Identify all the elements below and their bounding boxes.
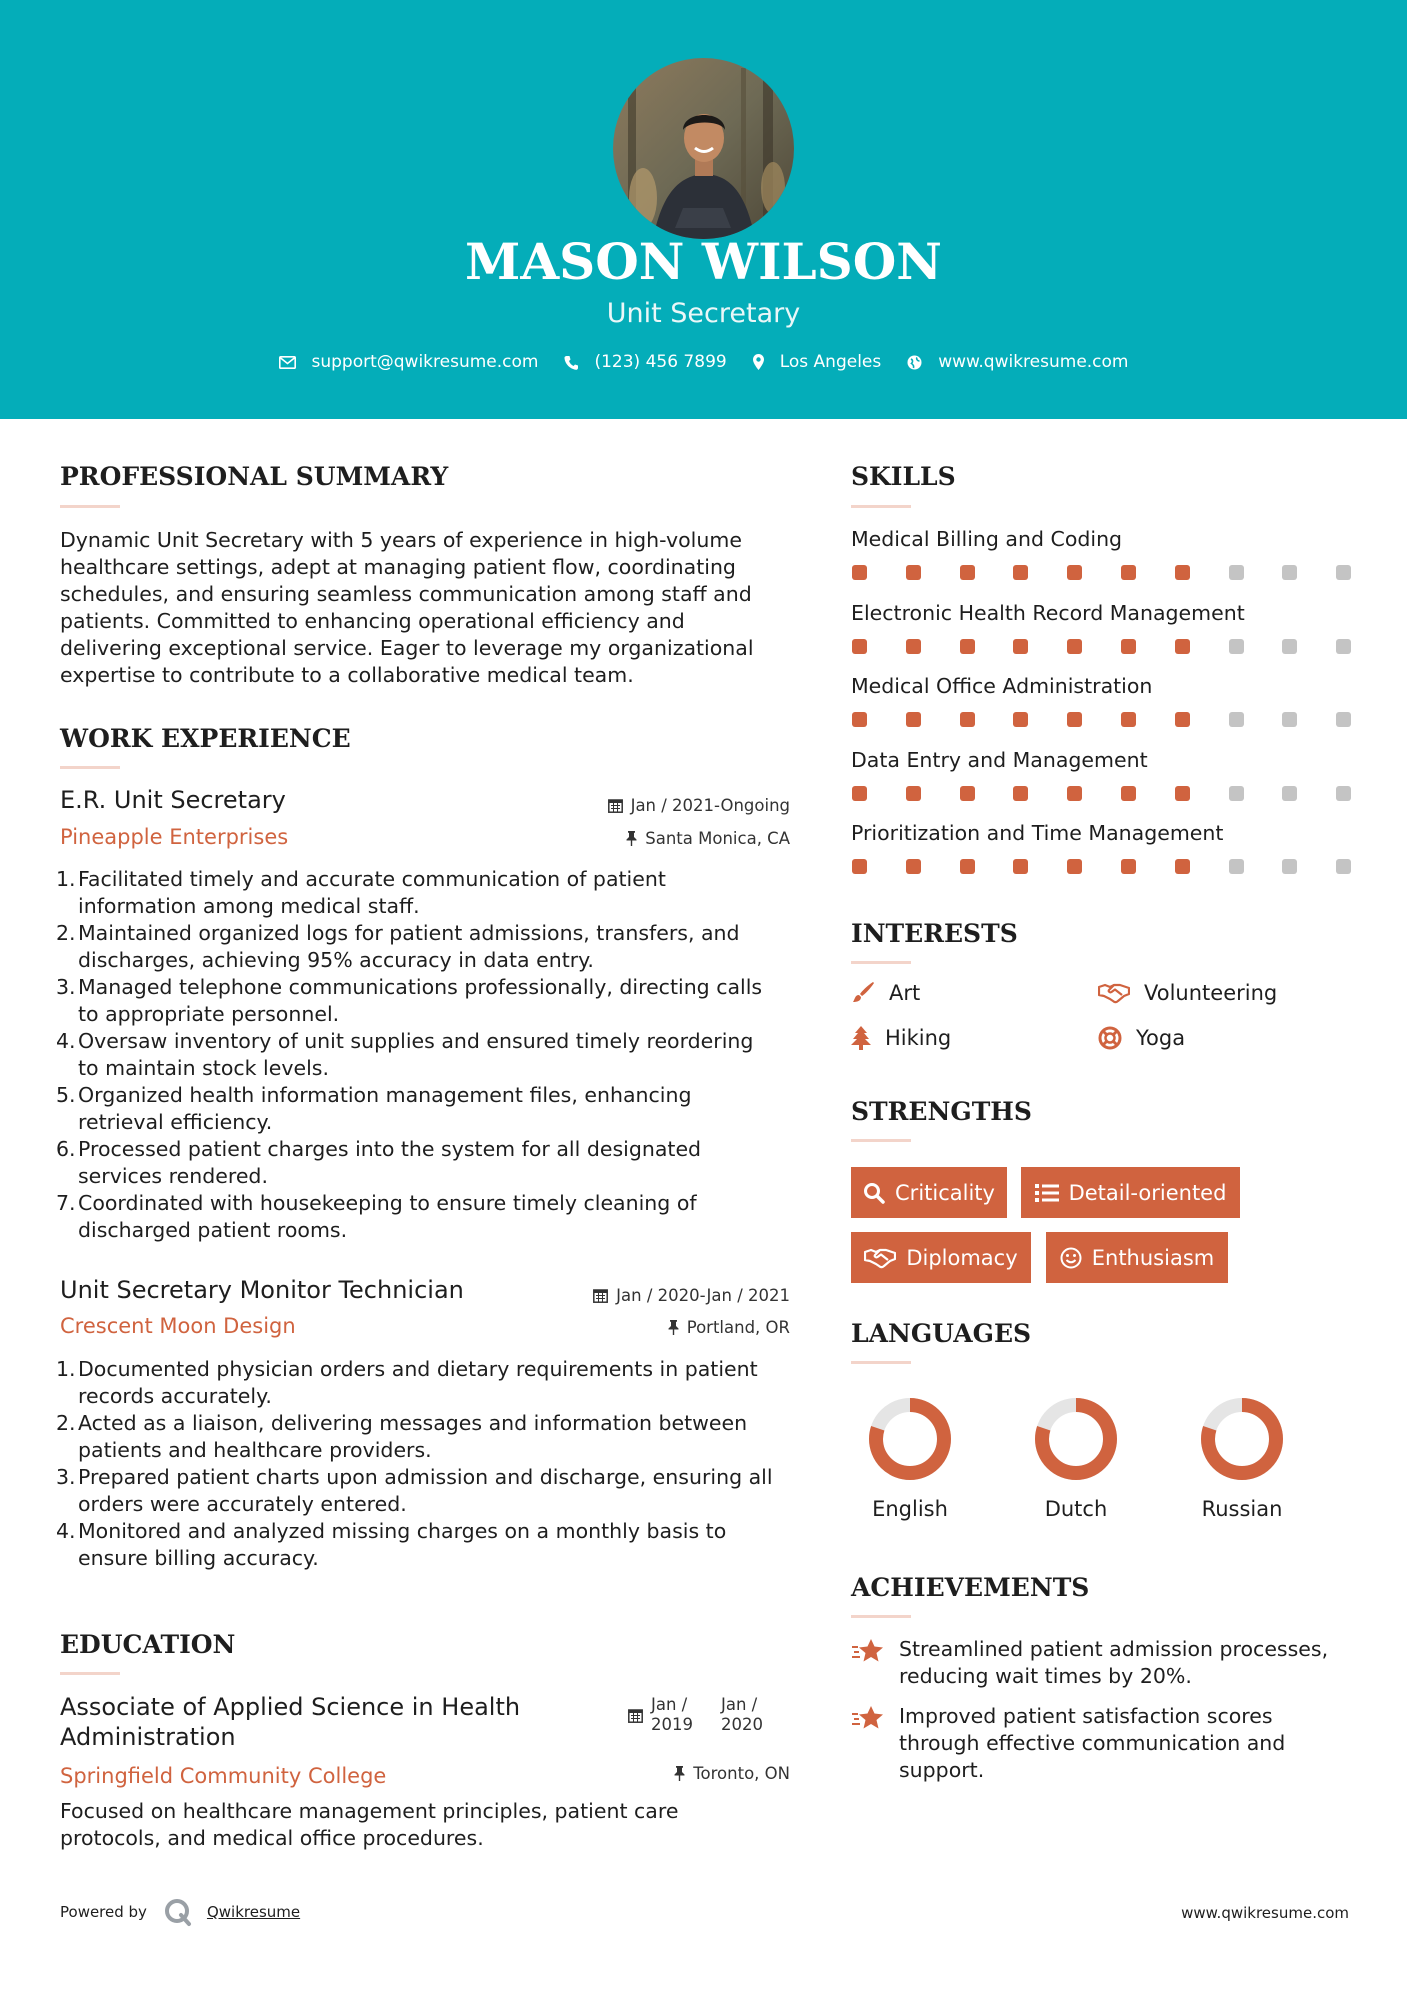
school-name: Springfield Community College xyxy=(60,1764,387,1788)
handshake-icon xyxy=(864,1247,896,1269)
skill-dot-empty xyxy=(1336,565,1351,580)
paintbrush-icon xyxy=(851,981,875,1005)
skill-dot-filled xyxy=(1175,639,1190,654)
skill-name: Medical Billing and Coding xyxy=(851,527,1123,551)
education-rule xyxy=(60,1672,120,1675)
skill-rating xyxy=(852,712,1390,727)
pin-icon xyxy=(674,1766,685,1781)
calendar-icon xyxy=(628,1708,643,1723)
skill-dot-filled xyxy=(1013,565,1028,580)
skill-dot-empty xyxy=(1336,712,1351,727)
contact-phone[interactable] xyxy=(564,352,726,372)
skill-dot-empty xyxy=(1229,565,1244,580)
achievements-rule xyxy=(851,1615,911,1618)
skill-dot-empty xyxy=(1229,712,1244,727)
contact-bar xyxy=(0,352,1407,372)
skill-dot-filled xyxy=(1175,565,1190,580)
skill-dot-filled xyxy=(906,639,921,654)
skill-dot-filled xyxy=(960,712,975,727)
interest-yoga: Yoga xyxy=(1098,1026,1185,1050)
skill-dot-filled xyxy=(1175,859,1190,874)
skill-dot-empty xyxy=(1336,859,1351,874)
skill-dot-filled xyxy=(1067,786,1082,801)
job-bullets xyxy=(56,1356,810,1572)
phone-icon xyxy=(564,355,578,370)
list-item: 4. Oversaw inventory of unit supplies and ensured timely reordering to maintain stock levels. xyxy=(56,1029,754,1080)
calendar-icon xyxy=(608,798,623,813)
skill-dot-filled xyxy=(1013,639,1028,654)
job-company: Pineapple Enterprises xyxy=(60,825,289,849)
education-location: Toronto, ON xyxy=(674,1764,790,1783)
skill-dot-empty xyxy=(1336,639,1351,654)
list-item: 7. Coordinated with housekeeping to ensure timely cleaning of discharged patient rooms. xyxy=(56,1191,697,1242)
skill-dot-filled xyxy=(852,712,867,727)
contact-email-text: support@qwikresume.com xyxy=(311,352,539,372)
candidate-name: MASON WILSON xyxy=(465,232,942,291)
strengths-rule xyxy=(851,1139,911,1142)
language-donut xyxy=(866,1395,954,1483)
skill-dot-filled xyxy=(1121,639,1136,654)
skill-dot-filled xyxy=(1067,859,1082,874)
avatar xyxy=(613,58,794,239)
job-dates: Jan / 2020-Jan / 2021 xyxy=(593,1286,790,1305)
skill-dot-filled xyxy=(1175,712,1190,727)
skill-dot-filled xyxy=(960,639,975,654)
skill-dot-filled xyxy=(960,565,975,580)
skill-rating xyxy=(852,859,1390,874)
skill-dot-filled xyxy=(906,859,921,874)
strength-criticality: Criticality xyxy=(851,1167,1007,1218)
lifebuoy-icon xyxy=(1098,1026,1122,1050)
experience-rule xyxy=(60,766,120,769)
skill-dot-empty xyxy=(1282,712,1297,727)
contact-website[interactable] xyxy=(907,352,1128,372)
skill-dot-empty xyxy=(1282,859,1297,874)
skill-dot-filled xyxy=(906,565,921,580)
skill-name: Medical Office Administration xyxy=(851,674,1153,698)
skill-dot-empty xyxy=(1336,786,1351,801)
interest-hiking: Hiking xyxy=(851,1026,951,1050)
skill-dot-filled xyxy=(852,786,867,801)
skill-dot-filled xyxy=(960,859,975,874)
job-title: E.R. Unit Secretary xyxy=(60,786,286,814)
contact-location xyxy=(753,352,882,372)
languages-heading: LANGUAGES xyxy=(851,1319,1032,1348)
list-item: 1. Facilitated timely and accurate communication of patient information among medical staff. xyxy=(56,867,666,918)
skill-dot-filled xyxy=(1121,712,1136,727)
skill-dot-filled xyxy=(1175,786,1190,801)
list-item: 5. Organized health information management files, enhancing retrieval efficiency. xyxy=(56,1083,692,1134)
job-location: Santa Monica, CA xyxy=(626,829,790,848)
skill-dot-filled xyxy=(852,859,867,874)
list-item: 6. Processed patient charges into the system for all designated services rendered. xyxy=(56,1137,702,1188)
summary-heading: PROFESSIONAL SUMMARY xyxy=(60,462,449,491)
skill-name: Electronic Health Record Management xyxy=(851,600,1245,625)
interests-heading: INTERESTS xyxy=(851,919,1018,948)
skill-dot-filled xyxy=(960,786,975,801)
skill-rating xyxy=(852,639,1390,654)
language-item xyxy=(1177,1395,1307,1521)
map-marker-icon xyxy=(753,354,764,370)
summary-rule xyxy=(60,505,120,508)
skill-dot-empty xyxy=(1229,786,1244,801)
pin-icon xyxy=(668,1320,679,1335)
list-icon xyxy=(1035,1183,1059,1203)
language-donut xyxy=(1032,1395,1120,1483)
job-company: Crescent Moon Design xyxy=(60,1314,296,1338)
header-banner xyxy=(0,0,1407,419)
smile-icon xyxy=(1060,1247,1082,1269)
footer-website[interactable]: www.qwikresume.com xyxy=(1181,1904,1349,1922)
language-donut xyxy=(1198,1395,1286,1483)
skill-dot-filled xyxy=(1013,712,1028,727)
powered-by-label: Powered by xyxy=(60,1903,147,1921)
globe-icon xyxy=(907,355,922,370)
skill-dot-filled xyxy=(1013,859,1028,874)
language-name: English xyxy=(872,1497,948,1521)
search-icon xyxy=(863,1182,885,1204)
list-item: 4. Monitored and analyzed missing charges on a monthly basis to ensure billing accuracy. xyxy=(56,1519,727,1570)
skill-dot-empty xyxy=(1229,639,1244,654)
skill-dot-filled xyxy=(852,565,867,580)
skill-rating xyxy=(852,565,1390,580)
skill-dot-filled xyxy=(1067,712,1082,727)
list-item: 2. Acted as a liaison, delivering messages and information between patients and healthcare providers. xyxy=(56,1411,748,1462)
list-item: 2. Maintained organized logs for patient admissions, transfers, and discharges, achieving 95% accuracy in data entry. xyxy=(56,921,740,972)
language-item xyxy=(1011,1395,1141,1521)
list-item: 3. Prepared patient charts upon admission and discharge, ensuring all orders were accurately entered. xyxy=(56,1465,773,1516)
candidate-title: Unit Secretary xyxy=(606,298,801,329)
contact-website-text: www.qwikresume.com xyxy=(938,352,1129,372)
summary-text: Dynamic Unit Secretary with 5 years of experience in high-volume healthcare settings, adept at managing patient flow, coordinating schedules, and ensuring seamless communication among staff and patients. Committed to enhancing operational efficiency and delivering exceptional service. Eager to leverage my organizational expertise to contribute to a collaborative medical team. xyxy=(60,528,754,687)
education-heading: EDUCATION xyxy=(60,1630,236,1659)
contact-location-text: Los Angeles xyxy=(779,352,882,372)
language-name: Russian xyxy=(1201,1497,1283,1521)
education-dates: Jan / 2019 Jan / 2020 xyxy=(628,1695,763,1735)
skill-dot-empty xyxy=(1229,859,1244,874)
tree-icon xyxy=(851,1026,871,1050)
degree-title: Associate of Applied Science in Health Administration xyxy=(60,1693,521,1751)
achievements-heading: ACHIEVEMENTS xyxy=(851,1573,1090,1602)
skill-dot-empty xyxy=(1282,565,1297,580)
language-item xyxy=(845,1395,975,1521)
job-title: Unit Secretary Monitor Technician xyxy=(60,1276,464,1304)
job-bullets xyxy=(56,866,800,1244)
education-description: Focused on healthcare management principles, patient care protocols, and medical office procedures. xyxy=(60,1799,679,1850)
pin-icon xyxy=(626,831,637,846)
strengths-heading: STRENGTHS xyxy=(851,1097,1032,1126)
handshake-icon xyxy=(1098,982,1130,1004)
star-icon xyxy=(851,1705,885,1731)
contact-email[interactable] xyxy=(279,352,539,372)
languages-rule xyxy=(851,1361,911,1364)
job-dates: Jan / 2021-Ongoing xyxy=(608,796,790,815)
skill-name: Data Entry and Management xyxy=(851,747,1148,772)
strength-detail-oriented: Detail-oriented xyxy=(1021,1167,1240,1218)
achievement-item: Improved patient satisfaction scores through effective communication and support. xyxy=(851,1703,1285,1784)
contact-phone-text: (123) 456 7899 xyxy=(594,352,727,372)
list-item: 1. Documented physician orders and dietary requirements in patient records accurately. xyxy=(56,1357,758,1408)
star-icon xyxy=(851,1638,885,1664)
skill-dot-filled xyxy=(1067,565,1082,580)
strength-diplomacy: Diplomacy xyxy=(851,1232,1031,1283)
skill-name: Prioritization and Time Management xyxy=(851,821,1224,845)
skill-dot-filled xyxy=(1013,786,1028,801)
skill-dot-filled xyxy=(1121,565,1136,580)
skill-dot-filled xyxy=(1067,639,1082,654)
envelope-icon xyxy=(279,356,296,369)
strength-enthusiasm: Enthusiasm xyxy=(1046,1232,1228,1283)
footer-powered-by xyxy=(60,1897,300,1927)
skill-dot-filled xyxy=(1121,859,1136,874)
calendar-icon xyxy=(593,1288,608,1303)
skill-dot-filled xyxy=(852,639,867,654)
experience-heading: WORK EXPERIENCE xyxy=(60,724,351,753)
skill-dot-filled xyxy=(906,786,921,801)
interests-rule xyxy=(851,961,911,964)
qwikresume-link[interactable]: Qwikresume xyxy=(206,1903,301,1921)
job-location: Portland, OR xyxy=(668,1318,790,1337)
skill-dot-empty xyxy=(1282,786,1297,801)
skills-heading: SKILLS xyxy=(851,462,956,491)
qwikresume-logo-icon xyxy=(163,1897,193,1927)
skill-dot-filled xyxy=(1121,786,1136,801)
interest-volunteering: Volunteering xyxy=(1098,981,1277,1005)
achievement-item: Streamlined patient admission processes, reducing wait times by 20%. xyxy=(851,1636,1328,1690)
skill-dot-empty xyxy=(1282,639,1297,654)
interest-art: Art xyxy=(851,981,920,1005)
language-name: Dutch xyxy=(1044,1497,1108,1521)
skills-rule xyxy=(851,505,911,508)
list-item: 3. Managed telephone communications professionally, directing calls to appropriate personnel. xyxy=(56,975,763,1026)
skill-rating xyxy=(852,786,1390,801)
skill-dot-filled xyxy=(906,712,921,727)
